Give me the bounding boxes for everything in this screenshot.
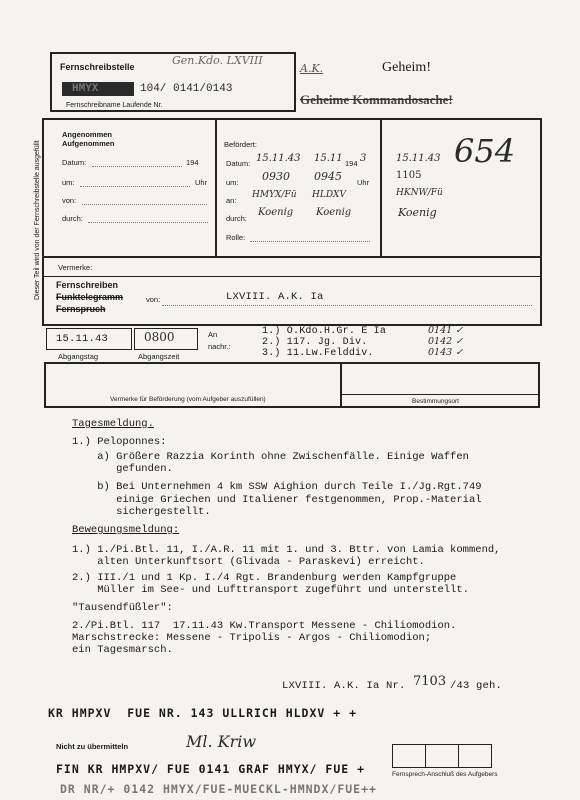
received-durch-label: durch:	[62, 214, 83, 223]
third-date: 15.11.43	[396, 153, 441, 164]
dispatch-time: 0800	[144, 330, 175, 344]
dispatch-an-label: An	[208, 330, 218, 339]
forwarded-date2: 15.11	[314, 153, 343, 164]
classification-secret: Geheime Kommandosache!	[300, 92, 453, 107]
received-datum-line	[92, 166, 182, 167]
recipient-number: 0143 ✓	[428, 347, 464, 358]
body-line: a) Größere Razzia Korinth ohne Zwischenfälle. Einige Waffen	[72, 451, 469, 463]
body-line: ein Tagesmarsch.	[72, 644, 173, 656]
forwarded-sign1: Koenig	[258, 207, 294, 218]
body-line: Müller im See- und Lufttransport zugeführt und unterstellt.	[72, 584, 469, 596]
third-time: 1105	[396, 170, 422, 181]
signature-line: LXVIII. A.K. Ia Nr.	[282, 680, 406, 692]
side-note: Dieser Teil wird von der Fernschreibstelle ausgefüllt	[34, 140, 41, 300]
type-funktelegramm: Funktelegramm	[56, 292, 124, 302]
forwarded-sign2: Koenig	[316, 207, 352, 218]
recipient-line: 3.) 11.Lw.Felddiv.	[262, 348, 374, 359]
recipient-number: 0141 ✓	[428, 325, 464, 336]
forwarded-time2: 0945	[314, 170, 342, 183]
not-transmit-label: Nicht zu übermitteln	[56, 742, 129, 751]
body-line: Bewegungsmeldung:	[72, 524, 180, 536]
divider-h2	[44, 276, 540, 277]
recipient-line: 2.) 117. Jg. Div.	[262, 337, 368, 348]
signature-tail: /43 geh.	[450, 680, 503, 692]
received-um-label: um:	[62, 178, 75, 187]
type-von-label: von:	[146, 295, 161, 304]
forwarded-datum-label: Datum:	[226, 159, 251, 168]
not-transmit-hand: Ml. Kriw	[186, 732, 257, 751]
divider-v1	[215, 120, 217, 256]
header-numbers: 104/ 0141/0143	[140, 83, 233, 95]
type-fernschreiben: Fernschreiben	[56, 280, 119, 290]
teletype-line-2: FIN KR HMPXV/ FUE 0141 GRAF HMYX/ FUE +	[56, 762, 366, 776]
received-durch-line	[88, 222, 208, 223]
received-uhr: Uhr	[195, 178, 208, 187]
recipient-number: 0142 ✓	[428, 336, 464, 347]
body-line: 1.) 1./Pi.Btl. 11, I./A.R. 11 mit 1. und 3. Bttr. von Lamia kommend,	[72, 544, 501, 556]
station-handwriting-suffix: A.K.	[300, 62, 324, 75]
body-line: 2.) III./1 und 1 Kp. I./4 Rgt. Brandenburg werden Kampfgruppe	[72, 572, 457, 584]
forwarded-title: Befördert:	[224, 140, 257, 149]
forwarded-time1: 0930	[262, 170, 290, 183]
forwarded-durch-label: durch:	[226, 214, 247, 223]
received-um-line	[80, 186, 190, 187]
body-line: Tagesmeldung.	[72, 418, 154, 430]
body-line: einige Griechen und Italiener festgenommen, Prop.-Material	[72, 494, 482, 506]
classification: Geheim!	[382, 60, 431, 75]
forwarded-an2: HLDXV	[312, 190, 346, 200]
forwarded-an-label: an:	[226, 196, 237, 205]
forwarded-an1: HMYX/Fü	[252, 190, 297, 200]
forwarded-um-label: um:	[226, 178, 239, 187]
receipt-box-div2	[458, 745, 459, 767]
type-von-line	[162, 305, 532, 306]
received-von-label: von:	[62, 196, 77, 205]
station-handwriting: Gen.Kdo. LXVIII	[172, 54, 263, 67]
received-year: 194	[186, 158, 199, 167]
forwarded-uhr: Uhr	[357, 178, 370, 187]
forwarded-rolle-label: Rolle:	[226, 233, 246, 242]
body-line: gefunden.	[72, 463, 173, 475]
forwarded-rolle-line	[250, 241, 370, 242]
teletype-line-3: DR NR/+ 0142 HMYX/FUE-MUECKL-HMNDX/FUE++	[60, 782, 377, 796]
teletype-line-1: KR HMPXV FUE NR. 143 ULLRICH HLDXV + +	[48, 706, 358, 720]
dispatch-date-label: Abgangstag	[58, 352, 99, 361]
received-datum-label: Datum:	[62, 158, 87, 167]
recipient-line: 1.) O.Kdo.H.Gr. E Ia	[262, 326, 387, 337]
received-title2: Aufgenommen	[62, 139, 115, 148]
receipt-boxes	[392, 744, 492, 768]
body-line: 2./Pi.Btl. 117 17.11.43 Kw.Transport Messene - Chiliomodion.	[72, 620, 457, 632]
body-line: b) Bei Unternehmen 4 km SSW Aighion durch Teile I./Jg.Rgt.749	[72, 481, 482, 493]
header-sub-label: Fernschreibname Laufende Nr.	[66, 102, 163, 109]
signature-number: 7103	[413, 674, 447, 689]
body-line: sichergestellt.	[72, 506, 211, 518]
dispatch-nachr-label: nachr.:	[208, 342, 231, 351]
vermerke-label: Vermerke:	[58, 263, 93, 272]
dispatch-lower-hline	[342, 394, 538, 395]
body-line: alten Unterkunftsort (Glivada - Paraskevi) erreicht.	[72, 556, 425, 568]
dispatch-lower-divider	[340, 364, 342, 406]
received-von-line	[82, 204, 207, 205]
body-line: 1.) Peloponnes:	[72, 436, 167, 448]
station-label: Fernschreibstelle	[60, 62, 135, 72]
received-title1: Angenommen	[62, 130, 113, 139]
third-big-number: 654	[454, 132, 516, 170]
code-blackbar-text: HMYX	[72, 83, 99, 95]
forwarded-date1: 15.11.43	[256, 153, 301, 164]
phone-label: Fernsprech-Anschluß des Aufgebers	[392, 771, 498, 778]
divider-v2	[380, 120, 382, 256]
dispatch-date: 15.11.43	[56, 333, 109, 345]
type-von-value: LXVIII. A.K. Ia	[226, 291, 324, 303]
third-an: HKNW/Fü	[396, 188, 443, 198]
forwarded-year-hand: 3	[360, 153, 367, 164]
dispatch-bottom-right: Bestimmungsort	[412, 398, 459, 405]
divider-h1	[44, 256, 540, 258]
type-fernspruch: Fernspruch	[56, 304, 106, 314]
body-line: "Tausendfüßler":	[72, 602, 173, 614]
receipt-box-div1	[425, 745, 426, 767]
third-sign: Koenig	[398, 206, 437, 219]
dispatch-bottom-left: Vermerke für Beförderung (vom Aufgeber auszufüllen)	[110, 396, 266, 403]
body-line: Marschstrecke: Messene - Tripolis - Argos - Chiliomodion;	[72, 632, 432, 644]
dispatch-time-label: Abgangszeit	[138, 352, 180, 361]
forwarded-year: 194	[345, 159, 358, 168]
